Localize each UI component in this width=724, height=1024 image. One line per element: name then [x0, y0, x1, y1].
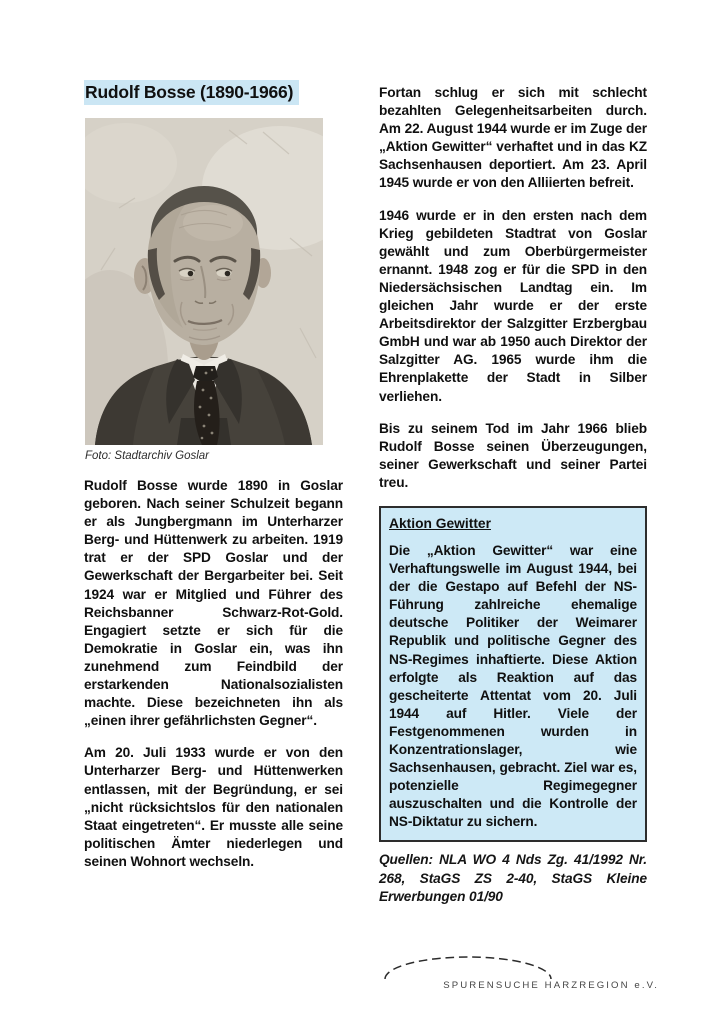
organization-name: SPURENSUCHE HARZREGION e.V. — [443, 980, 659, 991]
info-box — [379, 506, 647, 843]
right-column — [379, 84, 647, 920]
portrait-photo — [85, 118, 323, 445]
paragraph-biography-4: 1946 wurde er in den ersten nach dem Krieg gebildeten Stadtrat von Goslar gewählt und zum Oberbürgermeister ernannt. 1948 zog er für die SPD in den Niedersächsischen Landtag ein. Im gleichen Jahr wurde er der erste Arbeitsdirektor der Salzgitter Erzbergbau GmbH und war ab 1950 auch Direktor der Salzgitter AG. 1965 wurde ihm die Ehrenplakette der Stadt in Silber verliehen. — [379, 207, 647, 404]
page-title — [84, 82, 299, 103]
dashed-arc-icon — [383, 954, 553, 980]
paragraph-biography-5: Bis zu seinem Tod im Jahr 1966 blieb Rudolf Bosse seinen Überzeugungen, seiner Gewerkschaft und seiner Partei treu. — [379, 420, 647, 490]
info-box-title: Aktion Gewitter — [389, 515, 491, 531]
photo-caption: Foto: Stadtarchiv Goslar — [85, 450, 209, 462]
paragraph-biography-3: Fortan schlug er sich mit schlecht bezahlten Gelegenheitsarbeiten durch. Am 22. August 1944 wurde er im Zuge der „Aktion Gewitter“ verhaftet und in das KZ Sachsenhausen deportiert. Am 23. April 1945 wurde er von den Alliierten befreit. — [379, 85, 647, 191]
paragraph-biography-1: Rudolf Bosse wurde 1890 in Goslar geboren. Nach seiner Schulzeit begann er als Jungbergmann im Unterharzer Berg- und Hüttenwerk zu arbeiten. 1919 trat er der SPD Goslar und der Gewerkschaft der Bergarbeiter bei. Seit 1924 war er Mitglied und Führer des Reichsbanner Schwarz-Rot-Gold. Engagiert setzte er sich für die Demokratie in Goslar ein, was ihn zunehmend zum Feindbild der erstarkenden Nationalsozialisten machte. Diese bezeichneten ihn als „einen ihrer gefährlichsten Gegner“. — [84, 478, 343, 729]
info-box-body: Die „Aktion Gewitter“ war eine Verhaftungswelle im August 1944, bei der die Gestapo auf Befehl der NS-Führung zahlreiche ehemalige deutsche Politiker der Weimarer Republik und politische Gegner des NS-Regimes inhaftierte. Diese Aktion erfolgte als Reaktion auf das gescheiterte Attentat vom 20. Juli 1944 auf Hitler. Viele der Festgenommenen wurden in Konzentrationslager, wie Sachsenhausen, gebracht. Ziel war es, potenzielle Regimegegner auszuschalten und die Kontrolle der NS-Diktatur zu sichern. — [389, 542, 637, 830]
sources-line: Quellen: NLA WO 4 Nds Zg. 41/1992 Nr. 268, StaGS ZS 2-40, StaGS Kleine Erwerbungen 01/90 — [379, 852, 647, 904]
paragraph-biography-2: Am 20. Juli 1933 wurde er von den Unterharzer Berg- und Hüttenwerken entlassen, mit der Begründung, er sei „nicht rücksichtslos für den nationalen Staat eingetreten“. Er musste alle seine politischen Ämter niederlegen und seinen Wohnort wechseln. — [84, 745, 343, 869]
page-title-highlight: Rudolf Bosse (1890-1966) — [84, 80, 299, 105]
organization-logo — [383, 952, 659, 1000]
left-column — [84, 477, 343, 885]
